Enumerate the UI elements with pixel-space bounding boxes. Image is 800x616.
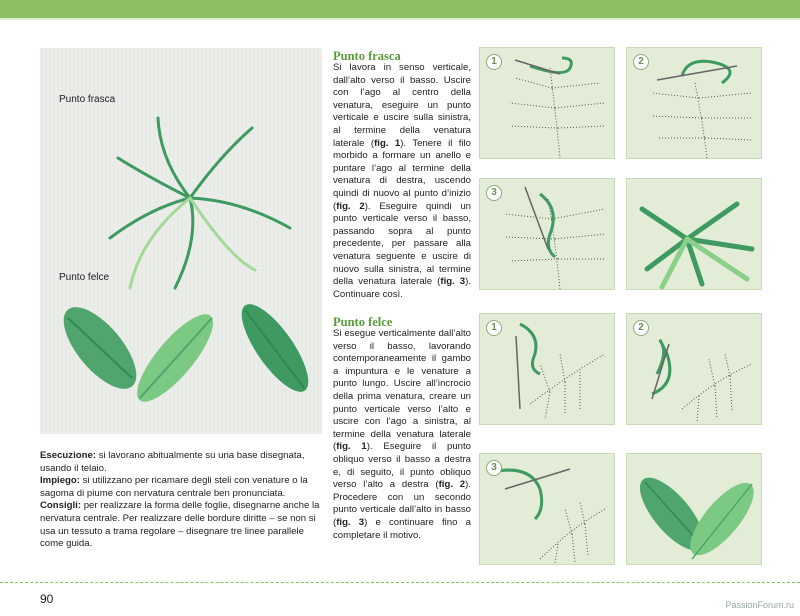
figure-number-1b: 1 [486,320,502,336]
felce-text-2: ). Eseguire il punto obliquo verso il basso a destra e, di seguito, il punto obliquo verso l’alto a destra ( [333,441,471,491]
felce-finished-drawing [627,454,762,565]
execution-paragraph [40,450,322,475]
photo-label-frasca: Punto frasca [59,94,116,105]
needle-icon [515,60,560,74]
figure-number-1: 1 [486,54,502,70]
embroidery-illustration [40,48,322,434]
frasca-figure-finished [626,178,762,290]
frasca-fig1-ref: fig. 1 [374,137,401,149]
tips-paragraph [40,500,322,550]
frasca-finished-drawing [627,179,762,290]
execution-label: Esecuzione: [40,450,96,461]
figure-number-2b: 2 [633,320,649,336]
header-rule [0,18,800,20]
felce-fig3-ref: fig. 3 [336,516,365,528]
tips-label: Consigli: [40,500,82,512]
frasca-text-4: ). Continuare così. [333,276,472,300]
figure-number-2: 2 [633,54,649,70]
frasca-figure-1 [479,47,615,159]
frasca-text-3: ). Eseguire quindi un punto verticale verso il basso, passando sopra al punto precedente, per passare alla venatura seguente e uscire di nuovo sulla sinistra, al termine della venatura laterale ( [333,200,472,288]
figure-number-3b: 3 [486,460,502,476]
header-bar [0,0,800,18]
footer-rule [0,582,800,583]
usage-label: Impiego: [40,475,80,487]
felce-fig1-ref: fig. 1 [336,441,367,453]
frasca-figure-3 [479,178,615,290]
felce-title: Punto felce [333,315,393,329]
frasca-text-2: ). Tenere il filo morbido a formare un anello e puntare l’ago al termine della venatura di destra, uscendo quindi di nuovo al punto d’inizio ( [333,137,472,212]
thread [492,470,542,519]
frasca-text-1: Si lavora in senso verticale, dall’alto verso il basso. Uscire con l’ago al centro della venatura, eseguire un punto verticale e uscire sulla sinistra, al termine della venatura laterale ( [333,62,471,149]
felce-figure-1 [479,313,615,425]
figure-number-3: 3 [486,185,502,201]
usage-text: si utilizzano per ricamare degli steli con venature o la sagoma di piume con nervatura centrale ben pronunciata. [40,475,308,499]
execution-text: si lavorano abitualmente su una base disegnata, usando il telaio. [40,450,305,474]
felce-figure-2 [626,313,762,425]
frasca-body [333,62,471,301]
watermark: PassionForum.ru [725,600,794,610]
tips-text: per realizzare la forma delle foglie, disegnarne anche la nervatura centrale. Per realizzare delle bordure diritte – se non si usa un tessuto a trama regolare – disegnare tre linee parallele come guida. [40,500,320,550]
needle-icon [516,336,520,409]
needle-icon [657,66,737,80]
felce-text-4: ) e continuare fino a completare il motivo. [333,516,471,541]
usage-paragraph [40,475,322,500]
felce-body [333,328,471,542]
description [40,450,322,551]
frasca-fig3-ref: fig. 3 [440,276,466,288]
felce-figure-3 [479,453,615,565]
embroidery-photo [40,48,322,434]
frasca-title: Punto frasca [333,49,401,63]
felce-text-1: Si esegue verticalmente dall’alto verso il basso, lavorando contemporaneamente il gambo a impuntura e le venature a punto lungo. Uscire all’incrocio della prima venatura, creare un punto verticale verso l’alto e uscire con l’ago a sinistra, al termine della venatura laterale ( [333,328,471,453]
felce-figure-finished [626,453,762,565]
frasca-figure-2 [626,47,762,159]
felce-fig2-ref: fig. 2 [438,479,466,491]
thread [520,324,540,374]
felce-text-3: ). Procedere con un secondo punto verticale dall’alto in basso ( [333,479,472,528]
page-number: 90 [40,592,54,606]
frasca-fig2-ref: fig. 2 [336,200,365,212]
photo-label-felce: Punto felce [59,272,110,283]
